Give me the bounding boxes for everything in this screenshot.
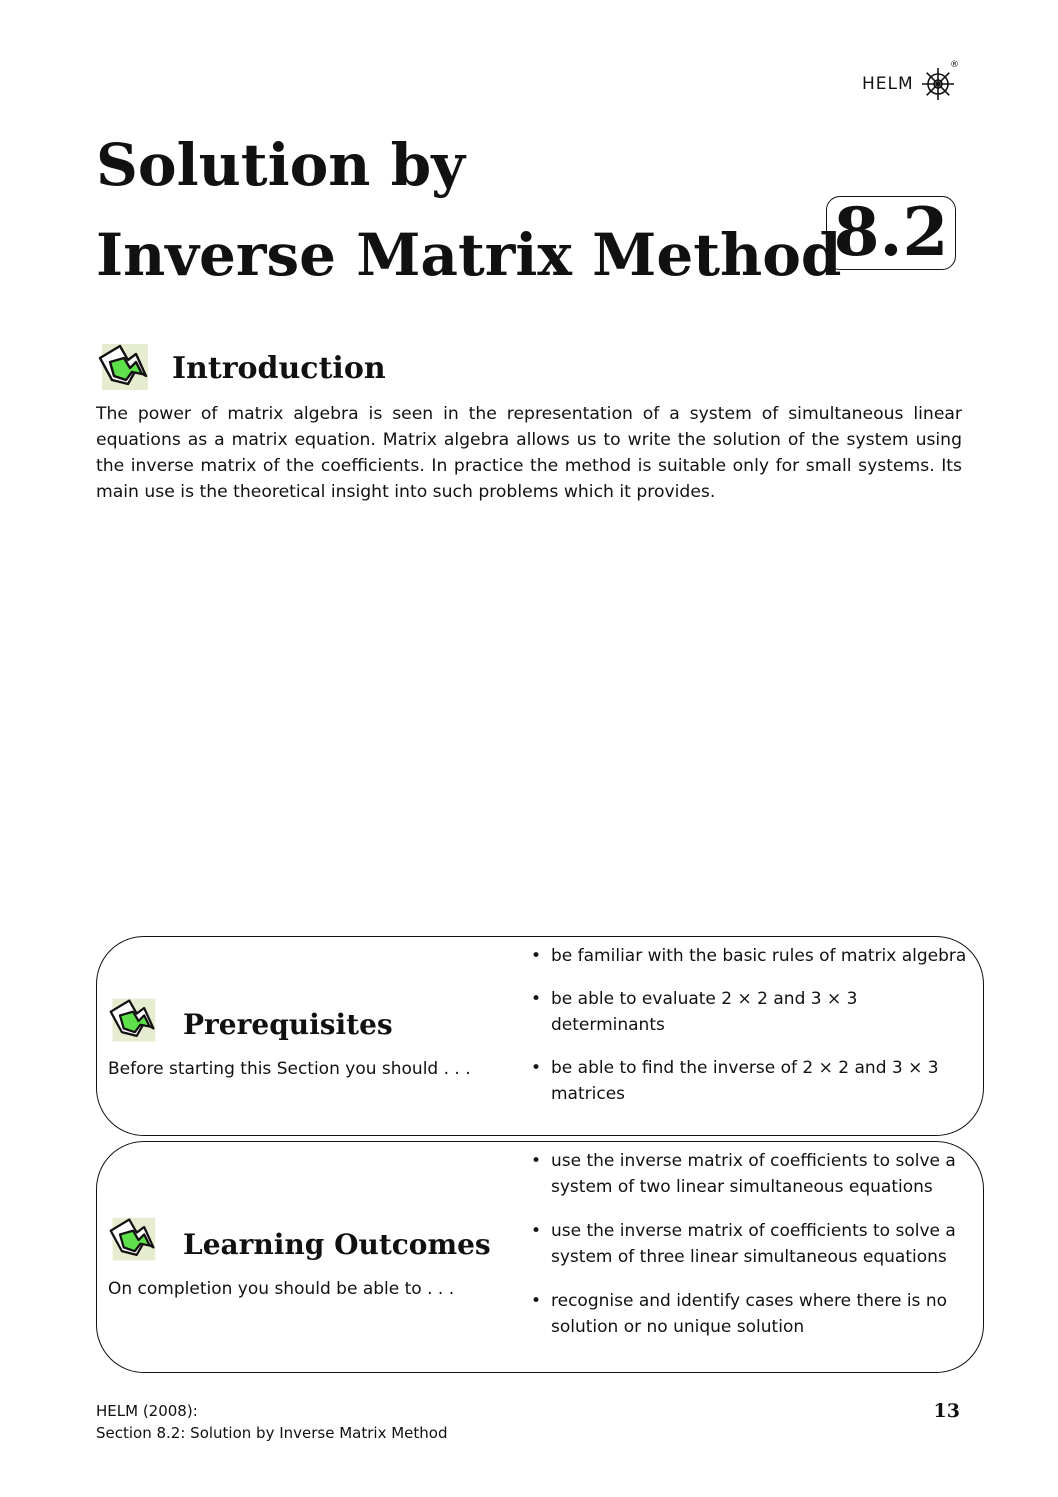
footer-section: Section 8.2: Solution by Inverse Matrix Method	[96, 1424, 448, 1442]
helm-logo-text: HELM	[862, 74, 914, 94]
title-line-2: Inverse Matrix Method	[96, 221, 842, 289]
green-arrow-icon	[96, 340, 152, 396]
title-line-1: Solution by	[96, 131, 465, 199]
introduction-heading: Introduction	[172, 351, 386, 386]
learning-outcomes-list	[531, 1148, 971, 1340]
footer	[96, 1400, 447, 1444]
green-arrow-icon	[107, 1214, 159, 1266]
learning-outcomes-heading: Learning Outcomes	[183, 1228, 491, 1261]
learning-outcomes-box	[96, 1141, 984, 1373]
prerequisites-list	[531, 943, 971, 1107]
footer-source: HELM (2008):	[96, 1402, 198, 1420]
registered-mark: ®	[950, 60, 959, 70]
prerequisites-box	[96, 936, 984, 1136]
list-item: • be familiar with the basic rules of matrix algebra	[531, 943, 971, 969]
ship-wheel-icon	[920, 66, 956, 102]
helm-logo	[862, 60, 962, 104]
list-item: • recognise and identify cases where there is no solution or no unique solution	[531, 1288, 971, 1340]
learning-outcomes-subtext: On completion you should be able to . . .	[108, 1279, 455, 1299]
prerequisites-heading: Prerequisites	[183, 1008, 393, 1041]
list-item: • be able to find the inverse of 2 × 2 and 3 × 3 matrices	[531, 1055, 971, 1107]
list-item: • be able to evaluate 2 × 2 and 3 × 3 determinants	[531, 986, 971, 1038]
section-number-badge: 8.2	[826, 196, 956, 270]
page-title	[96, 120, 841, 300]
prerequisites-subtext: Before starting this Section you should . . .	[108, 1059, 471, 1079]
list-item: • use the inverse matrix of coefficients to solve a system of two linear simultaneous equations	[531, 1148, 971, 1200]
green-arrow-icon	[107, 995, 159, 1047]
list-item: • use the inverse matrix of coefficients to solve a system of three linear simultaneous equations	[531, 1218, 971, 1270]
page-number: 13	[933, 1400, 960, 1422]
introduction-text: The power of matrix algebra is seen in the representation of a system of simultaneous linear equations as a matrix equation. Matrix algebra allows us to write the solution of the system using the inverse matrix of the coefficients. In practice the method is suitable only for small systems. Its main use is the theoretical insight into such problems which it provides.	[96, 404, 962, 502]
